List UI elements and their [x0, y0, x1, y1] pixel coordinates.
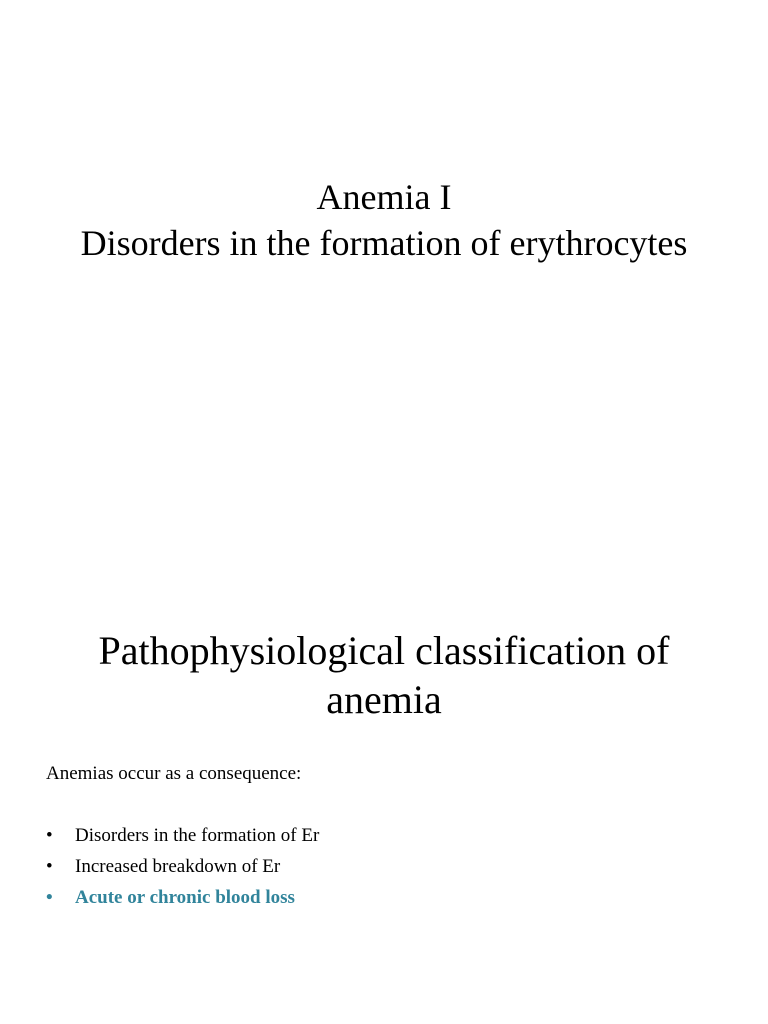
- heading-line-1: Pathophysiological classification of: [98, 628, 670, 673]
- bullet-icon: •: [46, 887, 53, 908]
- slide-title: [0, 174, 768, 266]
- bullet-text: Increased breakdown of Er: [75, 856, 281, 877]
- title-line-subtitle: Disorders in the formation of erythrocytes: [80, 223, 688, 263]
- title-line-main: Anemia I: [316, 177, 452, 217]
- intro-text: Anemias occur as a consequence:: [46, 763, 302, 784]
- bullet-icon: •: [46, 856, 53, 877]
- bullet-icon: •: [46, 825, 53, 846]
- slide-heading: [0, 626, 768, 724]
- bullet-text: Disorders in the formation of Er: [75, 825, 320, 846]
- classification-slide: [0, 512, 768, 1024]
- heading-line-2: anemia: [326, 677, 442, 722]
- bullet-text: Acute or chronic blood loss: [75, 887, 295, 908]
